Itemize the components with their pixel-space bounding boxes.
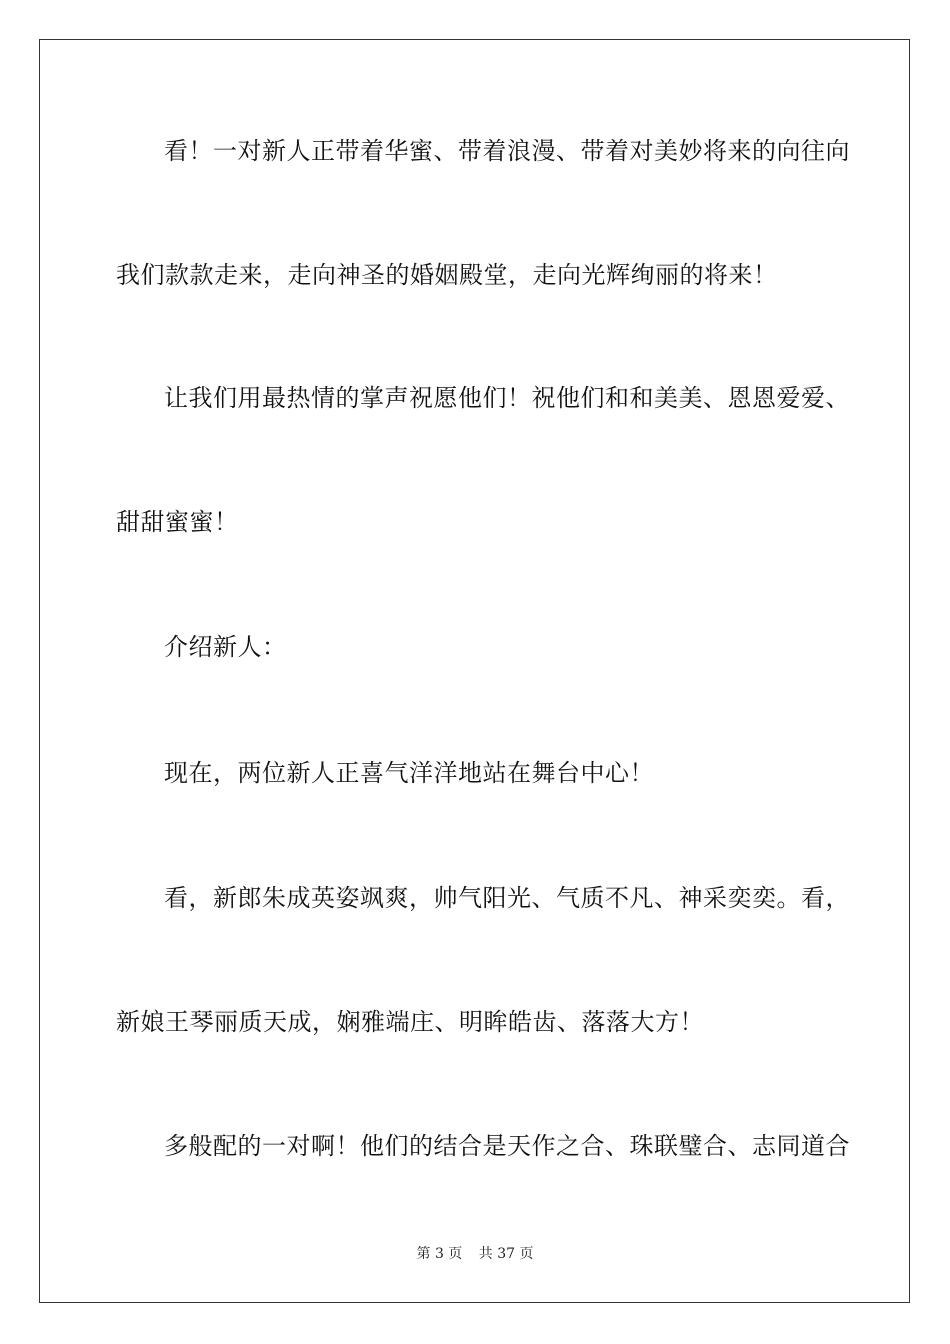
page-number: 第 3 页 (416, 1246, 463, 1262)
page-total: 共 37 页 (478, 1246, 534, 1262)
text-line-4: 甜甜蜜蜜！ (116, 508, 239, 536)
text-line-2: 我们款款走来，走向神圣的婚姻殿堂，走向光辉绚丽的将来！ (116, 261, 778, 289)
text-line-9: 多般配的一对啊！他们的结合是天作之合、珠联璧合、志同道合 (164, 1132, 850, 1160)
text-line-3: 让我们用最热情的掌声祝愿他们！祝他们和和美美、恩恩爱爱、 (164, 384, 850, 412)
text-line-5: 介绍新人： (164, 633, 287, 661)
text-line-7: 看，新郎朱成英姿飒爽，帅气阳光、气质不凡、神采奕奕。看， (164, 884, 850, 912)
text-line-6: 现在，两位新人正喜气洋洋地站在舞台中心！ (164, 759, 654, 787)
page-footer (0, 1245, 950, 1263)
text-line-1: 看！一对新人正带着华蜜、带着浪漫、带着对美妙将来的向往向 (164, 137, 850, 165)
page-border (39, 39, 910, 1303)
text-line-8: 新娘王琴丽质天成，娴雅端庄、明眸皓齿、落落大方！ (116, 1008, 704, 1036)
